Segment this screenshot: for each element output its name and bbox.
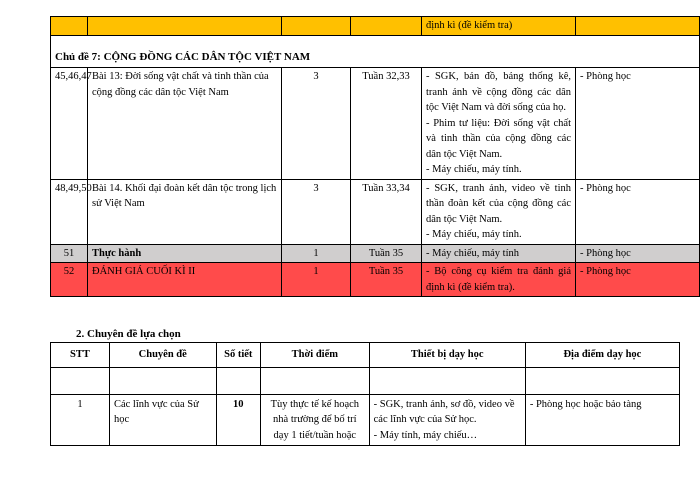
table-row (51, 179, 700, 244)
header-stt: STT (51, 343, 110, 368)
periods-cell: 10 (216, 394, 260, 446)
table-row (51, 244, 700, 263)
periods-cell: 3 (282, 68, 351, 180)
periods-cell: 1 (282, 263, 351, 297)
empty-cell (369, 367, 525, 394)
topic-cell: Các lĩnh vực của Sử học (109, 394, 216, 446)
time-cell: Tùy thực tế kế hoạch nhà trường để bố trí dạy 1 tiết/tuần hoặc (261, 394, 370, 446)
table-row (51, 394, 680, 446)
table-row (51, 68, 700, 180)
topic-title: Chủ đề 7: CỘNG ĐỒNG CÁC DÂN TỘC VIỆT NAM (51, 35, 700, 68)
table-row (51, 367, 680, 394)
periods-cell: 1 (282, 244, 351, 263)
week-cell: Tuần 35 (351, 244, 422, 263)
place-cell: - Phòng học hoặc bảo tàng (525, 394, 679, 446)
equipment-cell (422, 68, 576, 180)
equipment-cell: - Máy chiếu, máy tính (422, 244, 576, 263)
week-cell: Tuần 32,33 (351, 68, 422, 180)
header-time: Thời điểm (261, 343, 370, 368)
equipment-line: - Máy chiếu, máy tính. (426, 164, 522, 175)
empty-cell (216, 367, 260, 394)
place-cell: - Phòng học (576, 179, 700, 244)
header-place: Địa điểm dạy học (525, 343, 679, 368)
week-cell: Tuần 33,34 (351, 179, 422, 244)
equipment-line: - Máy tính, máy chiếu… (373, 429, 478, 441)
empty-cell (525, 367, 679, 394)
place-cell: - Phòng học (576, 244, 700, 263)
stt-cell: 1 (51, 394, 110, 446)
section-title: 2. Chuyên đề lựa chọn (76, 328, 181, 340)
empty-cell (109, 367, 216, 394)
equipment-cell (422, 179, 576, 244)
periods-cell: 3 (282, 179, 351, 244)
header-periods: Số tiết (216, 343, 260, 368)
week-cell (351, 17, 422, 36)
place-cell (576, 17, 700, 36)
header-topic: Chuyên đề (109, 343, 216, 368)
equipment-line: - Máy chiếu, máy tính. (426, 229, 522, 240)
header-equipment: Thiết bị dạy học (369, 343, 525, 368)
equipment-line: - Phim tư liệu: Đời sống vật chất và tinh thần của cộng đồng các dân tộc Việt Nam. (426, 117, 571, 160)
lesson-cell (88, 17, 282, 36)
stt-cell: 48,49,50 (51, 179, 88, 244)
empty-cell (261, 367, 370, 394)
place-cell: - Phòng học (576, 263, 700, 297)
lesson-cell: Thực hành (88, 244, 282, 263)
lesson-cell: ĐÁNH GIÁ CUỐI KÌ II (88, 263, 282, 297)
header-row (51, 343, 680, 368)
periods-cell (282, 17, 351, 36)
table-row (51, 17, 700, 36)
equipment-cell (369, 394, 525, 446)
stt-cell (51, 17, 88, 36)
stt-cell: 52 (51, 263, 88, 297)
lesson-cell: Bài 13: Đời sống vật chất và tinh thần của cộng đồng các dân tộc Việt Nam (88, 68, 282, 180)
equipment-line: - SGK, tranh ảnh, video về tinh thần đoàn kết của cộng đồng các dân tộc Việt Nam. (426, 182, 571, 225)
equipment-line: - SGK, bản đồ, bảng thống kê, tranh ảnh về cộng đồng các dân tộc Việt Nam và đời sống của họ. (426, 71, 571, 113)
stt-cell: 51 (51, 244, 88, 263)
equipment-cell: - Bộ công cụ kiểm tra đánh giá định kì (đề kiểm tra). (422, 263, 576, 297)
lesson-cell: Bài 14. Khối đại đoàn kết dân tộc trong lịch sử Việt Nam (88, 179, 282, 244)
equipment-line: - SGK, tranh ảnh, sơ đồ, video về các lĩnh vực của Sử học. (373, 398, 515, 425)
stt-cell: 45,46,47 (51, 68, 88, 180)
empty-cell (51, 367, 110, 394)
lesson-plan-table (50, 16, 700, 297)
table-row (51, 263, 700, 297)
week-cell: Tuần 35 (351, 263, 422, 297)
elective-topics-table (50, 342, 680, 446)
topic-row (51, 35, 700, 68)
equipment-cell: định kì (đề kiểm tra) (422, 17, 576, 36)
place-cell: - Phòng học (576, 68, 700, 180)
